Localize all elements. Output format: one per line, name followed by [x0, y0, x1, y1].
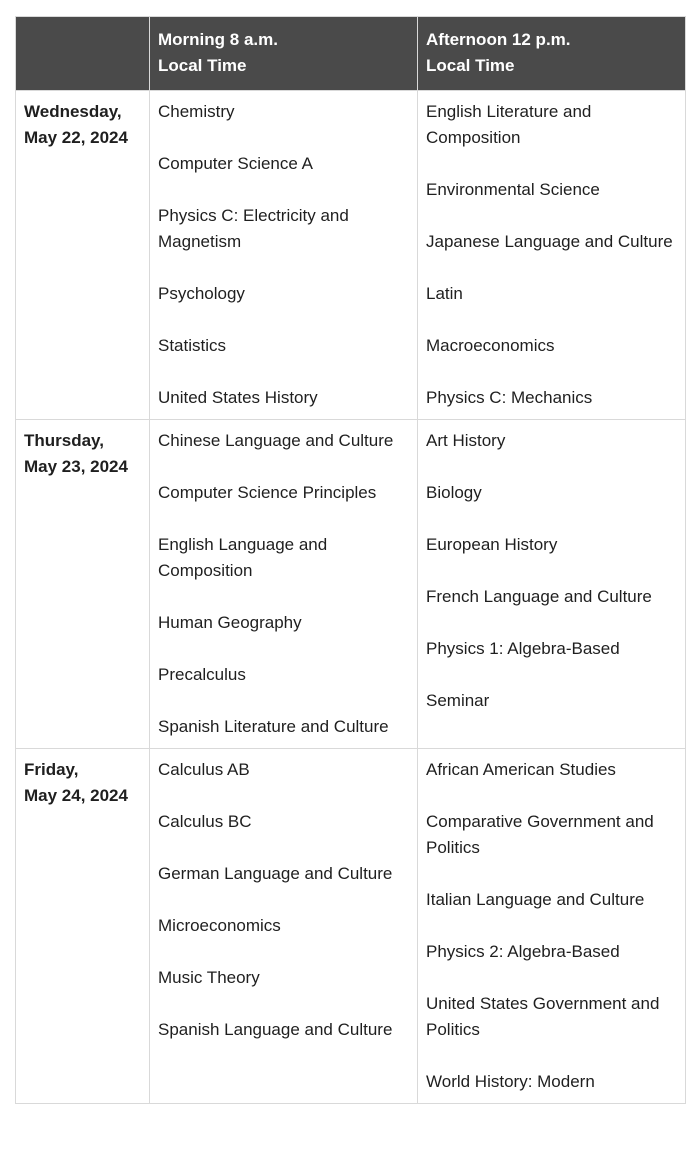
exam-item: United States Government and Politics: [426, 994, 660, 1039]
exam-item: World History: Modern: [426, 1072, 595, 1091]
afternoon-cell: [418, 91, 686, 420]
header-afternoon-cell: [418, 17, 686, 91]
afternoon-cell: [418, 749, 686, 1104]
exam-item: French Language and Culture: [426, 587, 652, 606]
exam-item: Computer Science Principles: [158, 483, 377, 502]
morning-exam-list: [158, 428, 409, 740]
header-morning-subtitle: Local Time: [158, 56, 247, 75]
day-name: Friday,: [24, 760, 79, 779]
header-day-cell: [16, 17, 150, 91]
day-cell: [16, 420, 150, 749]
exam-item: European History: [426, 535, 558, 554]
exam-item: United States History: [158, 388, 318, 407]
day-name: Wednesday,: [24, 102, 122, 121]
day-name: Thursday,: [24, 431, 104, 450]
day-cell: [16, 91, 150, 420]
exam-item: African American Studies: [426, 760, 616, 779]
exam-item: Physics 2: Algebra-Based: [426, 942, 620, 961]
exam-item: Microeconomics: [158, 916, 281, 935]
exam-item: Chemistry: [158, 102, 235, 121]
exam-item: Physics C: Mechanics: [426, 388, 593, 407]
exam-item: Human Geography: [158, 613, 302, 632]
afternoon-cell: [418, 420, 686, 749]
exam-item: English Literature and Composition: [426, 102, 592, 147]
exam-item: Latin: [426, 284, 463, 303]
exam-schedule-table: [15, 16, 686, 1104]
exam-item: Statistics: [158, 336, 227, 355]
exam-item: Biology: [426, 483, 482, 502]
exam-item: Chinese Language and Culture: [158, 431, 394, 450]
table-row: [16, 420, 686, 749]
day-cell: [16, 749, 150, 1104]
exam-item: Music Theory: [158, 968, 260, 987]
morning-exam-list: [158, 99, 409, 411]
exam-item: Macroeconomics: [426, 336, 555, 355]
morning-cell: [150, 420, 418, 749]
exam-item: Physics 1: Algebra-Based: [426, 639, 620, 658]
morning-cell: [150, 749, 418, 1104]
afternoon-exam-list: [426, 757, 677, 1095]
exam-item: Calculus AB: [158, 760, 250, 779]
exam-item: Japanese Language and Culture: [426, 232, 673, 251]
table-row: [16, 749, 686, 1104]
exam-item: Seminar: [426, 691, 490, 710]
exam-item: Italian Language and Culture: [426, 890, 645, 909]
afternoon-exam-list: [426, 428, 677, 714]
exam-item: Spanish Language and Culture: [158, 1020, 393, 1039]
header-morning-title: Morning 8 a.m.: [158, 30, 278, 49]
exam-item: Art History: [426, 431, 506, 450]
table-row: [16, 91, 686, 420]
exam-item: Psychology: [158, 284, 245, 303]
exam-item: Environmental Science: [426, 180, 600, 199]
exam-item: Calculus BC: [158, 812, 252, 831]
afternoon-exam-list: [426, 99, 677, 411]
day-date: May 22, 2024: [24, 128, 128, 147]
exam-item: Comparative Government and Politics: [426, 812, 654, 857]
day-date: May 24, 2024: [24, 786, 128, 805]
day-date: May 23, 2024: [24, 457, 128, 476]
header-morning-cell: [150, 17, 418, 91]
exam-item: German Language and Culture: [158, 864, 393, 883]
exam-item: English Language and Composition: [158, 535, 328, 580]
exam-item: Spanish Literature and Culture: [158, 717, 389, 736]
header-afternoon-title: Afternoon 12 p.m.: [426, 30, 571, 49]
header-row: [16, 17, 686, 91]
exam-item: Precalculus: [158, 665, 246, 684]
header-afternoon-subtitle: Local Time: [426, 56, 515, 75]
exam-item: Computer Science A: [158, 154, 313, 173]
morning-exam-list: [158, 757, 409, 1043]
exam-item: Physics C: Electricity and Magnetism: [158, 206, 349, 251]
morning-cell: [150, 91, 418, 420]
